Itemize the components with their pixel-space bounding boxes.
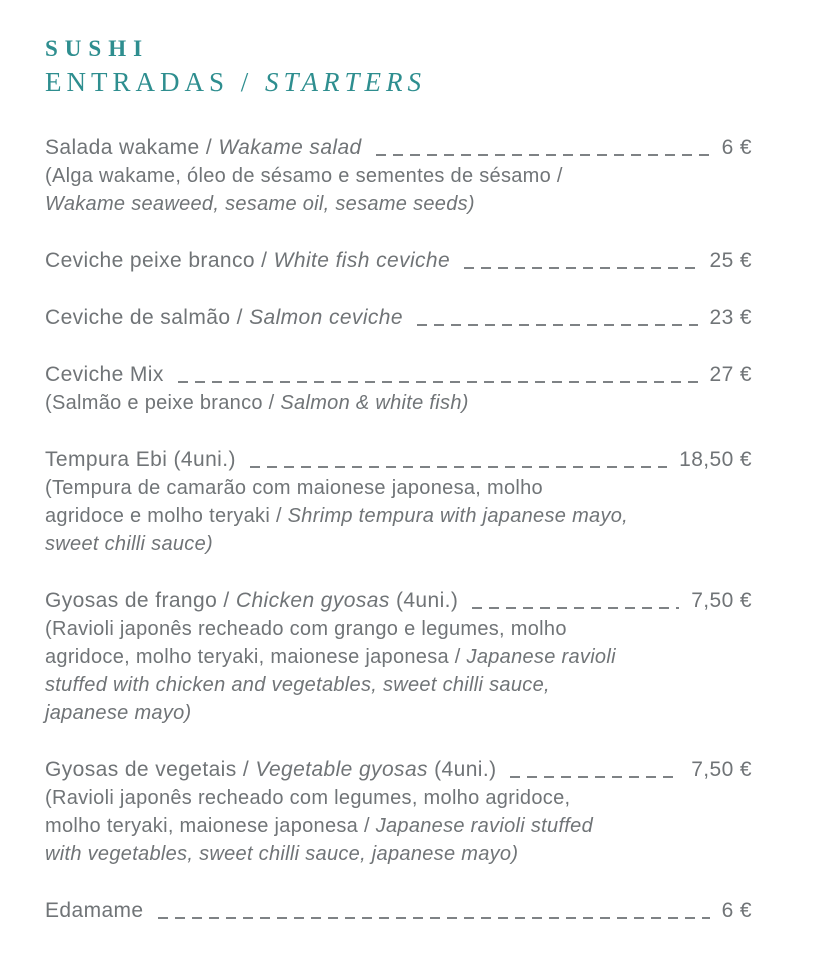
text-portuguese: Ceviche peixe branco / [45, 249, 274, 272]
dashed-leader [510, 776, 679, 778]
item-price: 23 € [709, 306, 752, 329]
text-english-italic: Vegetable gyosas [255, 758, 428, 781]
section-title: SUSHI [45, 36, 150, 61]
dashed-leader [472, 607, 679, 609]
item-row [45, 446, 752, 474]
item-description-line [45, 671, 752, 699]
item-name [45, 361, 164, 389]
menu-item [45, 304, 752, 332]
dashed-leader [417, 324, 698, 326]
item-price: 18,50 € [679, 448, 752, 471]
item-name [45, 587, 458, 615]
item-price: 6 € [721, 136, 752, 159]
item-description-line [45, 530, 752, 558]
dashed-leader [250, 466, 667, 468]
text-portuguese: (Ravioli japonês recheado com legumes, molho agridoce, [45, 787, 571, 809]
item-row [45, 587, 752, 615]
text-portuguese: molho teryaki, maionese japonesa / [45, 815, 376, 837]
item-description-line [45, 502, 752, 530]
item-row [45, 304, 752, 332]
text-portuguese: (Ravioli japonês recheado com grango e legumes, molho [45, 618, 567, 640]
menu-item [45, 897, 752, 925]
item-description-line [45, 643, 752, 671]
dashed-leader [376, 154, 710, 156]
text-portuguese: (Salmão e peixe branco / [45, 392, 281, 414]
item-row [45, 897, 752, 925]
item-row [45, 247, 752, 275]
menu-header [45, 36, 752, 98]
item-description-line [45, 389, 752, 417]
text-portuguese: Gyosas de vegetais / [45, 758, 256, 781]
item-price: 7,50 € [691, 758, 752, 781]
menu-item [45, 587, 752, 727]
item-description-line [45, 812, 752, 840]
dashed-leader [158, 917, 710, 919]
text-english-italic: Chicken gyosas [235, 589, 390, 612]
item-description-line [45, 699, 752, 727]
item-row [45, 756, 752, 784]
text-english-italic: Salmon ceviche [249, 306, 403, 329]
item-price: 27 € [709, 363, 752, 386]
item-name [45, 446, 236, 474]
item-row [45, 361, 752, 389]
text-english-italic: Wakame salad [218, 136, 362, 159]
item-row [45, 134, 752, 162]
item-description-line [45, 162, 752, 190]
text-portuguese: (4uni.) [427, 758, 497, 781]
text-portuguese: (Tempura de camarão com maionese japonesa, molho [45, 477, 543, 499]
menu-item [45, 446, 752, 558]
text-english-italic: Japanese ravioli [466, 646, 616, 668]
text-english-italic: with vegetables, sweet chilli sauce, japanese mayo) [45, 843, 519, 865]
text-english-italic: Salmon & white fish) [280, 392, 469, 414]
item-description-line [45, 474, 752, 502]
text-english-italic: Wakame seaweed, sesame oil, sesame seeds) [45, 193, 475, 215]
section-subtitle [45, 67, 752, 98]
item-name [45, 897, 144, 925]
text-english-italic: stuffed with chicken and vegetables, sweet chilli sauce, [45, 674, 550, 696]
subtitle-english: STARTERS [265, 67, 427, 97]
text-portuguese: Ceviche de salmão / [45, 306, 250, 329]
text-portuguese: agridoce, molho teryaki, maionese japonesa / [45, 646, 467, 668]
item-description-line [45, 190, 752, 218]
text-portuguese: (4uni.) [389, 589, 459, 612]
item-name [45, 247, 450, 275]
menu-item [45, 247, 752, 275]
dashed-leader [178, 381, 698, 383]
text-portuguese: Ceviche Mix [45, 363, 164, 386]
text-english-italic: sweet chilli sauce) [45, 533, 213, 555]
item-name [45, 304, 403, 332]
text-portuguese: agridoce e molho teryaki / [45, 505, 288, 527]
item-name [45, 756, 496, 784]
menu-item [45, 361, 752, 417]
item-price: 25 € [709, 249, 752, 272]
subtitle-separator: / [229, 67, 266, 97]
menu-item [45, 756, 752, 868]
text-english-italic: japanese mayo) [45, 702, 192, 724]
item-price: 7,50 € [691, 589, 752, 612]
text-portuguese: Tempura Ebi (4uni.) [45, 448, 236, 471]
item-name [45, 134, 362, 162]
text-english-italic: Shrimp tempura with japanese mayo, [287, 505, 629, 527]
item-description-line [45, 840, 752, 868]
item-price: 6 € [721, 899, 752, 922]
text-english-italic: White fish ceviche [273, 249, 451, 272]
menu-items [45, 134, 752, 925]
text-portuguese: (Alga wakame, óleo de sésamo e sementes de sésamo / [45, 165, 563, 187]
item-description-line [45, 615, 752, 643]
dashed-leader [464, 267, 697, 269]
subtitle-portuguese: ENTRADAS [45, 67, 230, 97]
item-description-line [45, 784, 752, 812]
text-portuguese: Salada wakame / [45, 136, 219, 159]
text-portuguese: Edamame [45, 899, 144, 922]
text-english-italic: Japanese ravioli stuffed [375, 815, 594, 837]
menu-item [45, 134, 752, 218]
text-portuguese: Gyosas de frango / [45, 589, 236, 612]
